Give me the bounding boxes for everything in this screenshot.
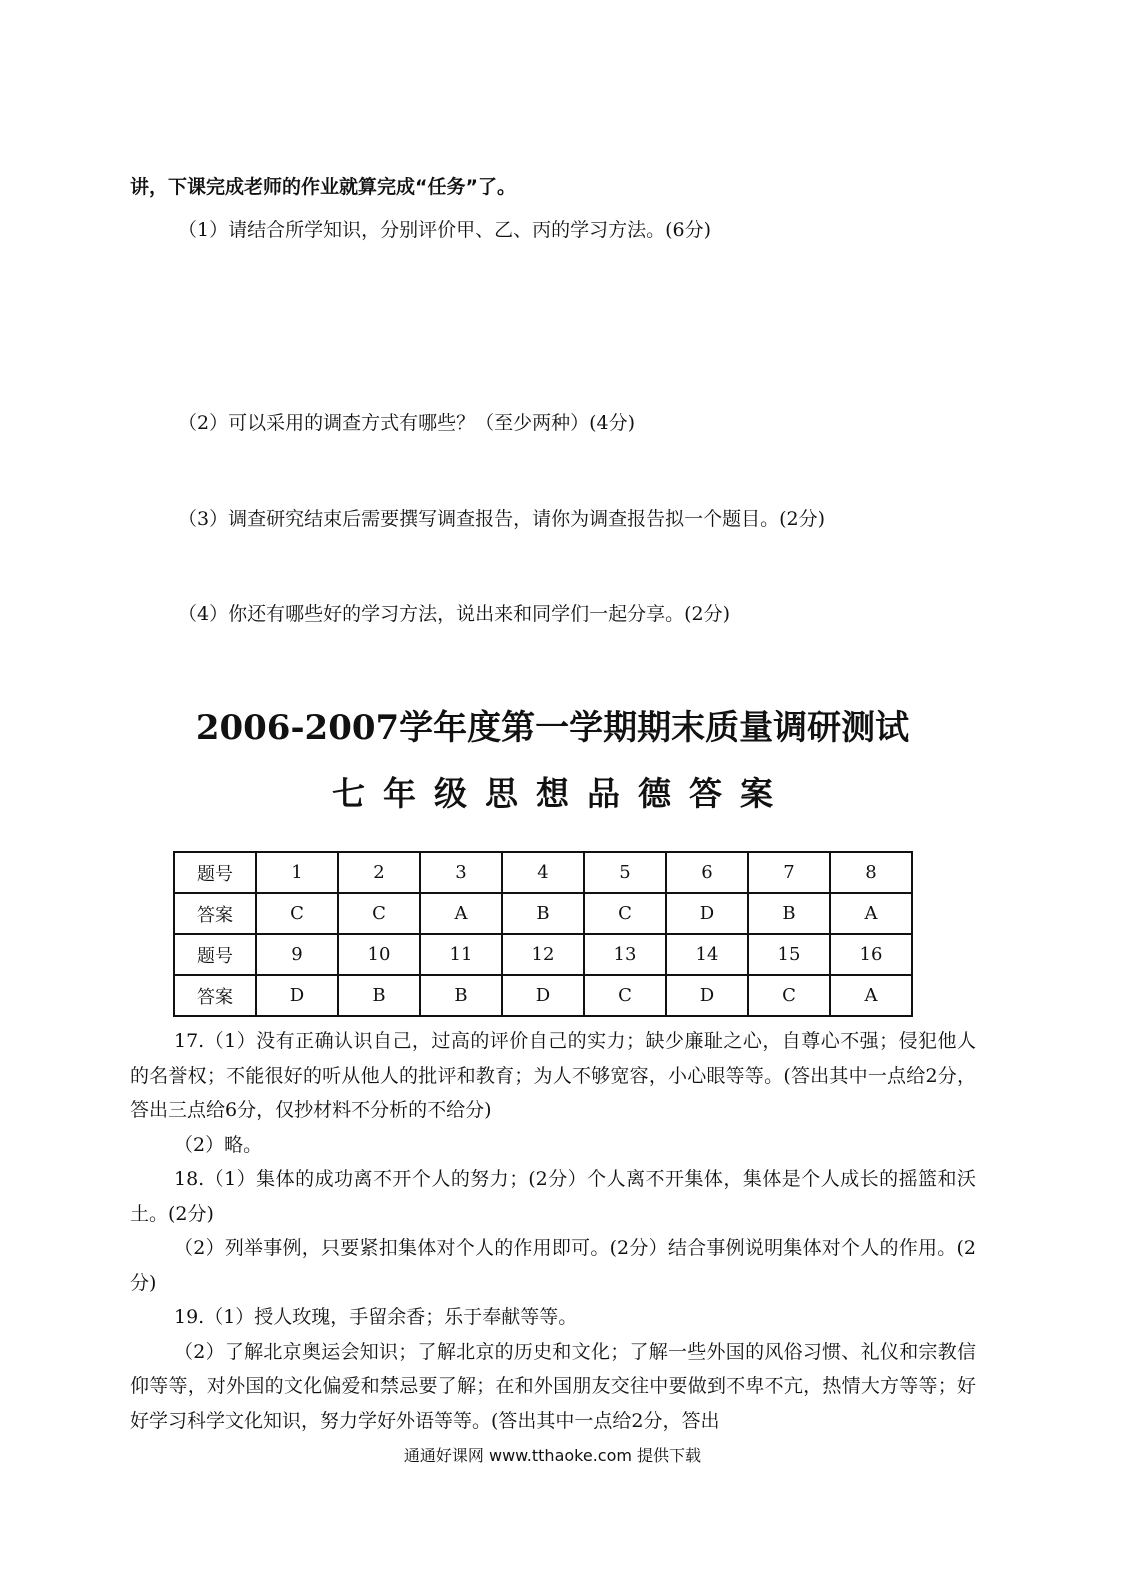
table-cell: 4 [502,852,584,893]
question-1: （1）请结合所学知识，分别评价甲、乙、丙的学习方法。(6分) [178,219,712,241]
table-cell: D [256,975,338,1016]
table-cell: 13 [584,934,666,975]
question-4: （4）你还有哪些好的学习方法，说出来和同学们一起分享。(2分) [178,603,731,625]
table-cell: 2 [338,852,420,893]
page-subtitle: 七年级思想品德答案 [332,774,791,813]
table-row [174,852,912,893]
table-cell: C [584,893,666,934]
table-cell: B [420,975,502,1016]
answer-17-2: （2）略。 [174,1133,263,1156]
table-cell: B [338,975,420,1016]
table-cell: 10 [338,934,420,975]
table-cell: A [420,893,502,934]
table-row [174,975,912,1016]
table-cell: C [256,893,338,934]
answer-table [173,851,913,1017]
table-cell: D [666,893,748,934]
table-cell: A [830,975,912,1016]
table-cell: 8 [830,852,912,893]
table-cell: 9 [256,934,338,975]
table-cell: 3 [420,852,502,893]
table-cell: B [502,893,584,934]
table-cell: A [830,893,912,934]
table-cell: C [584,975,666,1016]
table-cell: 16 [830,934,912,975]
table-row-header: 题号 [174,934,256,975]
table-cell: C [748,975,830,1016]
footer-credit: 通通好课网 www.tthaoke.com 提供下载 [403,1446,702,1465]
table-cell: D [666,975,748,1016]
table-cell: D [502,975,584,1016]
answer-18-2: （2）列举事例，只要紧扣集体对个人的作用即可。(2分）结合事例说明集体对个人的作用。(2分) [130,1237,976,1294]
table-row-header: 题号 [174,852,256,893]
answer-19-1: 19.（1）授人玫瑰，手留余香；乐于奉献等等。 [174,1306,578,1328]
question-3: （3）调查研究结束后需要撰写调查报告，请你为调查报告拟一个题目。(2分) [178,508,826,530]
question-2: （2）可以采用的调查方式有哪些？（至少两种）(4分) [178,412,636,434]
table-cell: 5 [584,852,666,893]
answer-explanations [130,1024,976,1438]
table-row [174,934,912,975]
table-cell: 12 [502,934,584,975]
table-cell: 6 [666,852,748,893]
page-title: 2006-2007学年度第一学期期末质量调研测试 [195,708,910,748]
table-cell: 15 [748,934,830,975]
table-row [174,893,912,934]
intro-line: 讲，下课完成老师的作业就算完成“任务”了。 [130,176,516,198]
answer-17-1: 17.（1）没有正确认识自己，过高的评价自己的实力；缺少廉耻之心，自尊心不强；侵犯他人的名誉权；不能很好的听从他人的批评和教育；为人不够宽容，小心眼等等。(答出其中一点给2分，答出三点给6分，仅抄材料不分析的不给分) [130,1030,976,1121]
table-cell: B [748,893,830,934]
table-cell: 14 [666,934,748,975]
table-cell: 11 [420,934,502,975]
answer-18-1: 18.（1）集体的成功离不开个人的努力；(2分）个人离不开集体，集体是个人成长的摇篮和沃土。(2分) [130,1168,976,1225]
table-cell: 7 [748,852,830,893]
table-row-header: 答案 [174,975,256,1016]
table-row-header: 答案 [174,893,256,934]
answer-19-2: （2）了解北京奥运会知识；了解北京的历史和文化；了解一些外国的风俗习惯、礼仪和宗教信仰等等，对外国的文化偏爱和禁忌要了解；在和外国朋友交往中要做到不卑不亢，热情大方等等；好好学习科学文化知识，努力学好外语等等。(答出其中一点给2分，答出 [130,1340,976,1432]
table-cell: 1 [256,852,338,893]
table-cell: C [338,893,420,934]
